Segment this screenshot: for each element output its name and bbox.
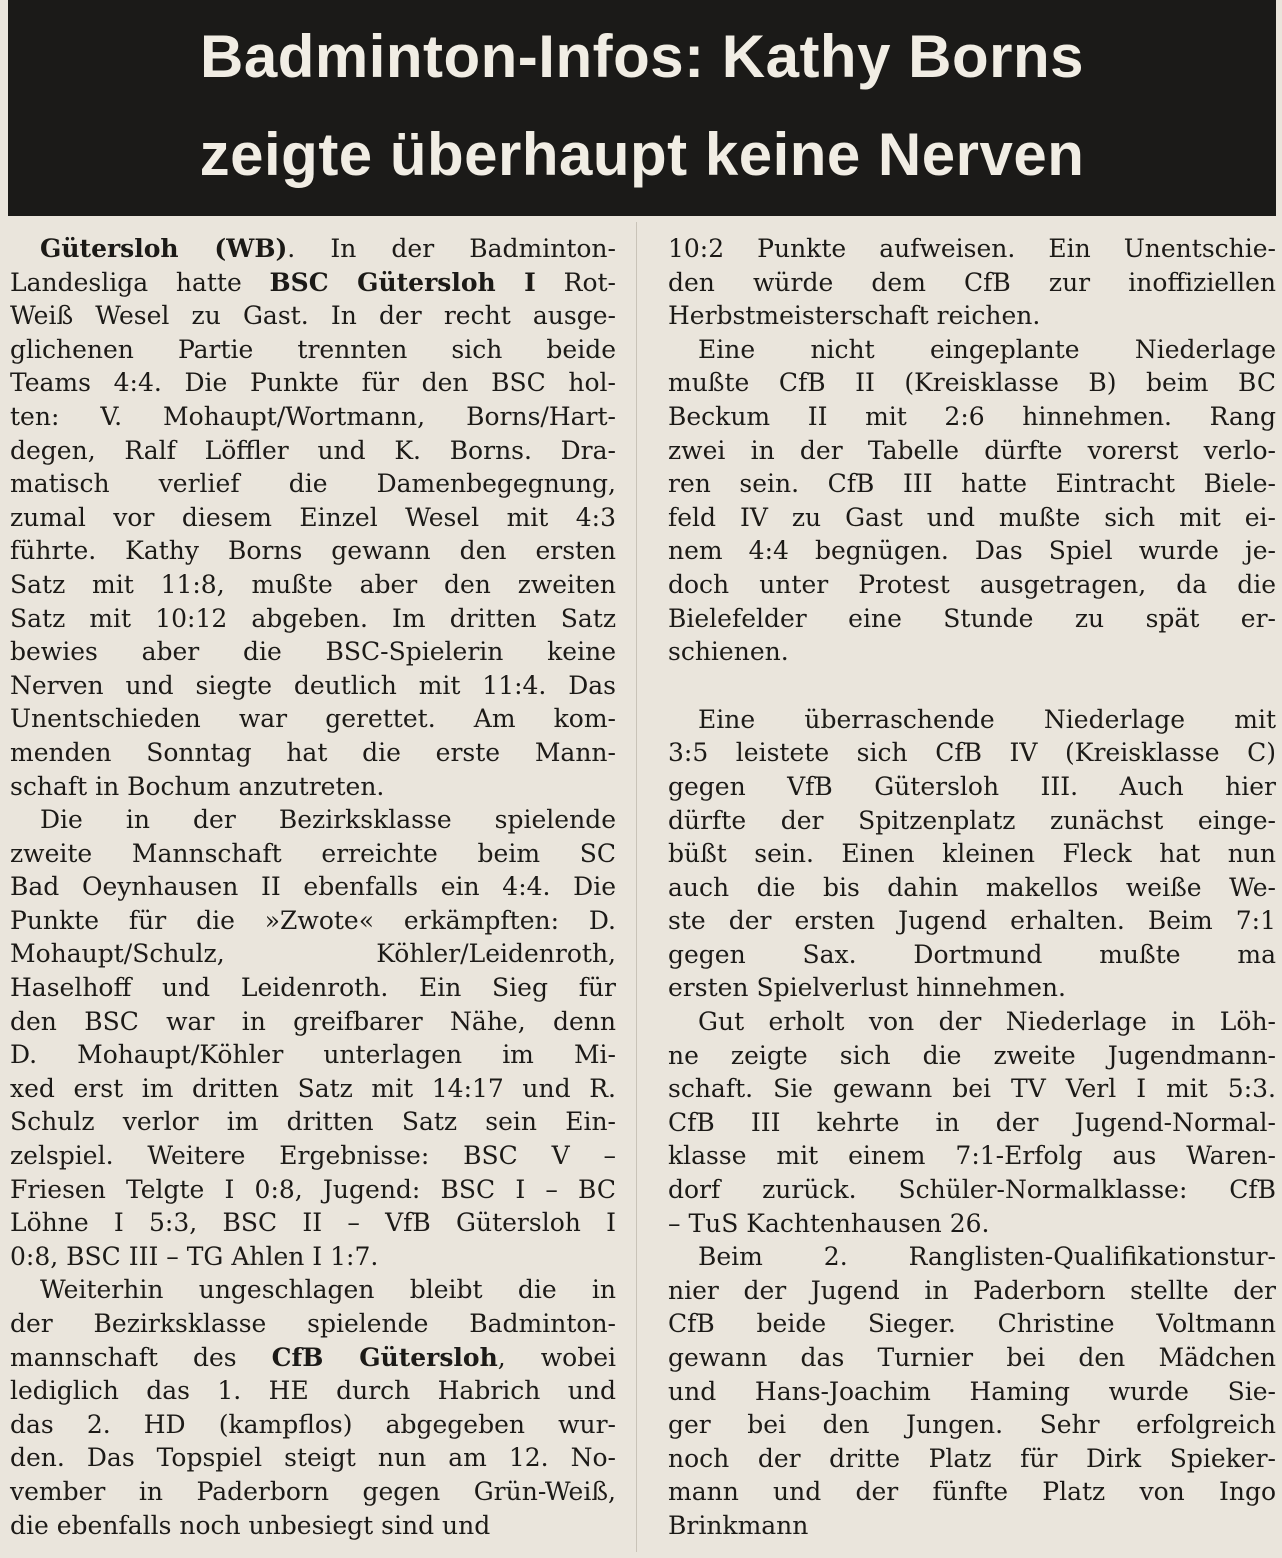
article-line: ten: V. Mohaupt/Wortmann, Borns/Hart- xyxy=(10,401,616,431)
article-paragraph xyxy=(668,232,1276,333)
article-line: CfB III kehrte in der Jugend-Normal- xyxy=(668,1107,1276,1137)
article-line: Beckum II mit 2:6 hinnehmen. Rang xyxy=(668,401,1276,431)
article-line: ger bei den Jungen. Sehr erfolgreich xyxy=(668,1410,1276,1440)
article-line: mannschaft des CfB Gütersloh, wobei xyxy=(10,1342,616,1372)
article-line: den würde dem CfB zur inoffiziellen xyxy=(668,267,1276,297)
article-line: Bad Oeynhausen II ebenfalls ein 4:4. Die xyxy=(10,872,616,902)
article-line: mann und der fünfte Platz von Ingo xyxy=(668,1477,1276,1507)
article-line: den BSC war in greifbarer Nähe, denn xyxy=(10,1006,616,1036)
article-line: 3:5 leistete sich CfB IV (Kreisklasse C) xyxy=(668,738,1276,768)
article-line: Schulz verlor im dritten Satz sein Ein- xyxy=(10,1107,616,1137)
article-line: schienen. xyxy=(668,637,789,667)
article-line: Weiß Wesel zu Gast. In der recht ausge- xyxy=(10,301,616,331)
article-paragraph xyxy=(668,333,1276,669)
article-line: Bielefelder eine Stunde zu spät er- xyxy=(668,603,1276,633)
article-line: Haselhoff und Leidenroth. Ein Sieg für xyxy=(10,973,616,1003)
article-line: klasse mit einem 7:1-Erfolg aus Waren- xyxy=(668,1141,1276,1171)
article-line: Friesen Telgte I 0:8, Jugend: BSC I – BC xyxy=(10,1174,616,1204)
article-line: menden Sonntag hat die erste Mann- xyxy=(10,737,616,767)
article-line: 10:2 Punkte aufweisen. Ein Unentschie- xyxy=(668,234,1276,263)
article-line: dorf zurück. Schüler-Normalklasse: CfB xyxy=(668,1175,1276,1205)
article-line: gegen VfB Gütersloh III. Auch hier xyxy=(668,771,1276,801)
article-line: glichenen Partie trennten sich beide xyxy=(10,334,616,364)
article-line: zwei in der Tabelle dürfte vorerst verlo- xyxy=(668,435,1276,465)
article-line: führte. Kathy Borns gewann den ersten xyxy=(10,536,616,566)
article-line: Die in der Bezirksklasse spielende xyxy=(40,805,616,835)
article-line: Eine nicht eingeplante Niederlage xyxy=(698,334,1276,364)
article-line: ren sein. CfB III hatte Eintracht Biele- xyxy=(668,469,1276,499)
article-line: Gütersloh (WB). In der Badminton- xyxy=(40,234,616,263)
article-line: mußte CfB II (Kreisklasse B) beim BC xyxy=(668,368,1276,398)
column-separator xyxy=(636,222,637,1552)
article-paragraph xyxy=(10,1273,616,1542)
article-line: feld IV zu Gast und mußte sich mit ei- xyxy=(668,502,1276,532)
article-line: das 2. HD (kampflos) abgegeben wur- xyxy=(10,1409,616,1439)
article-line: bewies aber die BSC-Spielerin keine xyxy=(10,637,616,667)
article-line: Unentschieden war gerettet. Am kom- xyxy=(10,704,616,734)
article-line: zumal vor diesem Einzel Wesel mit 4:3 xyxy=(10,502,616,532)
headline xyxy=(8,0,1276,216)
article-line: Herbstmeisterschaft reichen. xyxy=(668,301,1041,331)
article-line: zelspiel. Weitere Ergebnisse: BSC V – xyxy=(10,1141,616,1171)
article-line: xed erst im dritten Satz mit 14:17 und R. xyxy=(10,1073,616,1103)
article-line: gegen Sax. Dortmund mußte ma xyxy=(668,939,1276,969)
article-line: ste der ersten Jugend erhalten. Beim 7:1 xyxy=(668,906,1276,936)
article-paragraph xyxy=(668,703,1276,1005)
article-line: vember in Paderborn gegen Grün-Weiß, xyxy=(10,1476,616,1506)
article-line: CfB beide Sieger. Christine Voltmann xyxy=(668,1309,1276,1339)
article-line: gewann das Turnier bei den Mädchen xyxy=(668,1343,1276,1372)
article-line: nem 4:4 begnügen. Das Spiel wurde je- xyxy=(668,536,1276,566)
article-line: 0:8, BSC III – TG Ahlen I 1:7. xyxy=(10,1241,379,1271)
article-line: matisch verlief die Damenbegegnung, xyxy=(10,469,616,499)
article-line: auch die bis dahin makellos weiße We- xyxy=(668,872,1276,902)
article-line: Eine überraschende Niederlage mit xyxy=(698,704,1276,734)
article-line: büßt sein. Einen kleinen Fleck hat nun xyxy=(668,839,1276,869)
article-line: ersten Spielverlust hinnehmen. xyxy=(668,973,1066,1003)
article-line: Satz mit 11:8, mußte aber den zweiten xyxy=(10,569,616,599)
headline-line-1: Badminton-Infos: Kathy Borns xyxy=(200,23,1084,90)
article-paragraph xyxy=(668,1005,1276,1240)
article-paragraph xyxy=(10,232,616,803)
article-paragraph xyxy=(10,803,616,1273)
headline-line-2: zeigte überhaupt keine Nerven xyxy=(199,121,1085,188)
article-line: der Bezirksklasse spielende Badminton- xyxy=(10,1309,616,1338)
article-line: die ebenfalls noch unbesiegt sind und xyxy=(10,1510,491,1540)
article-line: degen, Ralf Löffler und K. Borns. Dra- xyxy=(10,435,616,465)
article-line: D. Mohaupt/Köhler unterlagen im Mi- xyxy=(10,1040,616,1070)
article-line: Punkte für die »Zwote« erkämpften: D. xyxy=(10,905,616,935)
article-line: Beim 2. Ranglisten-Qualifikationstur- xyxy=(698,1242,1276,1272)
article-line: dürfte der Spitzenplatz zunächst einge- xyxy=(668,805,1276,835)
article-line: Teams 4:4. Die Punkte für den BSC hol- xyxy=(10,368,616,398)
article-line: zweite Mannschaft erreichte beim SC xyxy=(10,838,616,868)
article-line: Mohaupt/Schulz, Köhler/Leidenroth, xyxy=(10,939,616,969)
article-line: schaft in Bochum anzutreten. xyxy=(10,771,385,801)
article-line: Weiterhin ungeschlagen bleibt die in xyxy=(40,1275,616,1305)
article-line: Satz mit 10:12 abgeben. Im dritten Satz xyxy=(10,603,616,633)
article-line: ne zeigte sich die zweite Jugendmann- xyxy=(668,1040,1276,1070)
article-line: Löhne I 5:3, BSC II – VfB Gütersloh I xyxy=(10,1208,616,1238)
article-paragraph xyxy=(668,1240,1276,1542)
article-line: Nerven und siegte deutlich mit 11:4. Das xyxy=(10,670,616,700)
article-line: noch der dritte Platz für Dirk Spieker- xyxy=(668,1443,1276,1473)
article-line: Brinkmann xyxy=(668,1510,809,1540)
article-line: – TuS Kachtenhausen 26. xyxy=(668,1208,990,1238)
article-line: schaft. Sie gewann bei TV Verl I mit 5:3. xyxy=(668,1074,1276,1104)
article-line: Landesliga hatte BSC Gütersloh I Rot- xyxy=(10,267,616,297)
paragraph-gap xyxy=(668,669,1276,703)
article-line: nier der Jugend in Paderborn stellte der xyxy=(668,1275,1276,1305)
article-line: Gut erholt von der Niederlage in Löh- xyxy=(698,1007,1276,1037)
article-line: lediglich das 1. HE durch Habrich und xyxy=(10,1376,616,1406)
article-line: doch unter Protest ausgetragen, da die xyxy=(668,569,1276,599)
article-line: und Hans-Joachim Haming wurde Sie- xyxy=(668,1376,1276,1406)
article-column-left xyxy=(10,232,616,1542)
article-line: den. Das Topspiel steigt nun am 12. No- xyxy=(10,1443,616,1473)
article-column-right xyxy=(668,232,1276,1543)
